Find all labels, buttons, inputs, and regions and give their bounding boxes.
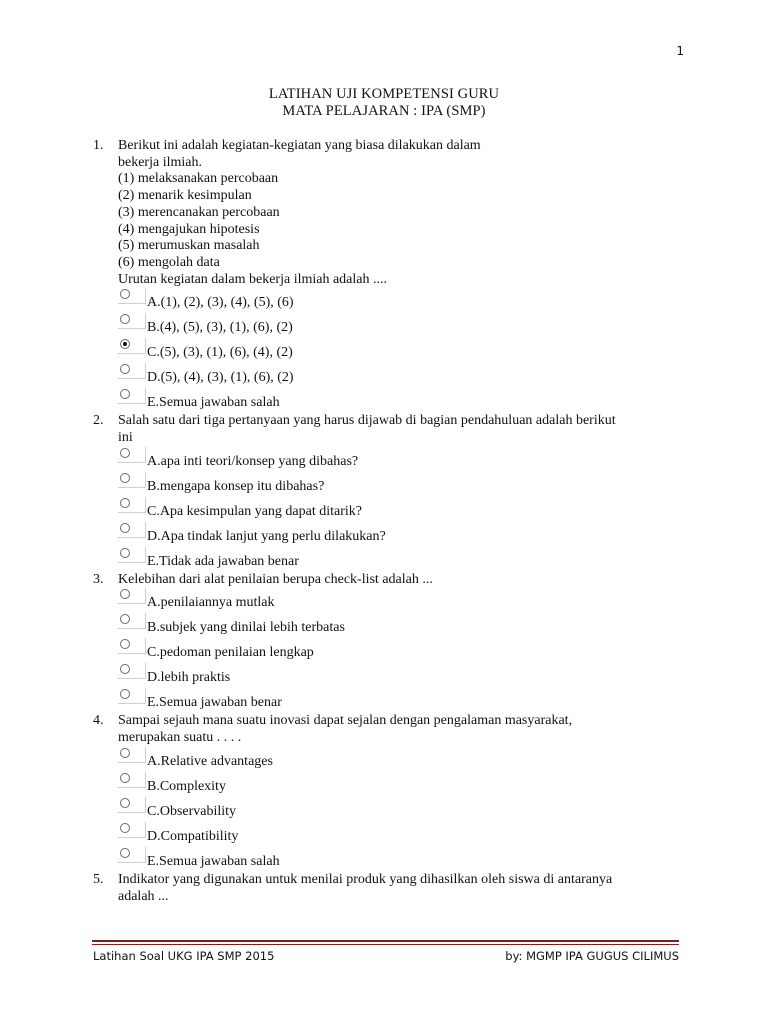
answer-option[interactable] bbox=[118, 388, 693, 413]
radio-icon[interactable] bbox=[120, 389, 130, 399]
radio-icon[interactable] bbox=[120, 773, 130, 783]
radio-frame bbox=[118, 363, 146, 379]
radio-frame bbox=[118, 747, 146, 763]
answer-option[interactable] bbox=[118, 522, 693, 547]
radio-frame bbox=[118, 522, 146, 538]
answer-option-label: D.Compatibility bbox=[147, 828, 239, 844]
answer-option[interactable] bbox=[118, 772, 693, 797]
answer-option[interactable] bbox=[118, 363, 693, 388]
answer-option[interactable] bbox=[118, 797, 693, 822]
radio-frame bbox=[118, 688, 146, 704]
answer-option-label: B.subjek yang dinilai lebih terbatas bbox=[147, 620, 345, 636]
radio-icon[interactable] bbox=[120, 314, 130, 324]
answer-option[interactable] bbox=[118, 822, 693, 847]
answer-option[interactable] bbox=[118, 288, 693, 313]
answer-option-label: B.Complexity bbox=[147, 778, 226, 794]
page-number: 1 bbox=[676, 44, 684, 58]
question-number: 1. bbox=[93, 138, 104, 153]
answer-option-label: E.Tidak ada jawaban benar bbox=[147, 553, 299, 569]
answer-option-label: E.Semua jawaban salah bbox=[147, 395, 280, 411]
radio-frame bbox=[118, 797, 146, 813]
footer-author: by: MGMP IPA GUGUS CILIMUS bbox=[505, 949, 679, 963]
question-item bbox=[93, 413, 693, 571]
answer-option[interactable] bbox=[118, 338, 693, 363]
question-text-line: Urutan kegiatan dalam bekerja ilmiah adalah .... bbox=[118, 271, 388, 287]
answer-option[interactable] bbox=[118, 747, 693, 772]
question-text-line: merupakan suatu . . . . bbox=[118, 730, 242, 746]
question-item bbox=[93, 138, 693, 413]
question-text-line: ini bbox=[118, 430, 133, 446]
radio-frame bbox=[118, 638, 146, 654]
radio-frame bbox=[118, 547, 146, 563]
radio-selected-icon[interactable] bbox=[120, 339, 130, 349]
answer-option-label: A.Relative advantages bbox=[147, 753, 273, 769]
answer-options bbox=[118, 288, 693, 413]
answer-option-label: C.(5), (3), (1), (6), (4), (2) bbox=[147, 345, 293, 361]
radio-frame bbox=[118, 313, 146, 329]
answer-option-label: A.(1), (2), (3), (4), (5), (6) bbox=[147, 295, 294, 311]
title-line-2: MATA PELAJARAN : IPA (SMP) bbox=[282, 103, 486, 119]
radio-icon[interactable] bbox=[120, 523, 130, 533]
radio-icon[interactable] bbox=[120, 473, 130, 483]
question-number: 5. bbox=[93, 871, 104, 887]
radio-frame bbox=[118, 497, 146, 513]
answer-option[interactable] bbox=[118, 663, 693, 688]
radio-frame bbox=[118, 822, 146, 838]
radio-icon[interactable] bbox=[120, 364, 130, 374]
answer-option-label: D.Apa tindak lanjut yang perlu dilakukan? bbox=[147, 528, 386, 544]
radio-frame bbox=[118, 588, 146, 604]
answer-options bbox=[118, 588, 693, 713]
footer-title: Latihan Soal UKG IPA SMP 2015 bbox=[93, 949, 275, 963]
question-text-line: adalah ... bbox=[118, 888, 169, 904]
question-text-line: Berikut ini adalah kegiatan-kegiatan yang biasa dilakukan dalam bbox=[118, 138, 481, 153]
answer-option-label: B.mengapa konsep itu dibahas? bbox=[147, 478, 325, 494]
question-stem bbox=[93, 138, 693, 288]
question-stem bbox=[93, 713, 693, 746]
question-text-line: (3) merencanakan percobaan bbox=[118, 204, 280, 220]
radio-frame bbox=[118, 388, 146, 404]
answer-option-label: C.Observability bbox=[147, 803, 237, 819]
radio-frame bbox=[118, 338, 146, 354]
answer-option-label: C.Apa kesimpulan yang dapat ditarik? bbox=[147, 503, 362, 519]
question-text-line: bekerja ilmiah. bbox=[118, 154, 202, 170]
answer-options bbox=[118, 747, 693, 872]
answer-option[interactable] bbox=[118, 847, 693, 872]
answer-option[interactable] bbox=[118, 547, 693, 572]
answer-option-label: A.penilaiannya mutlak bbox=[147, 595, 275, 611]
question-text-line: (2) menarik kesimpulan bbox=[118, 188, 252, 204]
radio-icon[interactable] bbox=[120, 289, 130, 299]
answer-option-label: A.apa inti teori/konsep yang dibahas? bbox=[147, 453, 359, 469]
radio-frame bbox=[118, 772, 146, 788]
answer-option-label: E.Semua jawaban salah bbox=[147, 853, 280, 869]
footer-rule-thin bbox=[92, 944, 679, 945]
question-text-line: (1) melaksanakan percobaan bbox=[118, 171, 279, 187]
answer-option-label: E.Semua jawaban benar bbox=[147, 695, 282, 711]
question-text-line: Kelebihan dari alat penilaian berupa check-list adalah ... bbox=[118, 571, 433, 587]
answer-option[interactable] bbox=[118, 688, 693, 713]
question-text-line: Salah satu dari tiga pertanyaan yang harus dijawab di bagian pendahuluan adalah berikut bbox=[118, 413, 616, 429]
answer-option[interactable] bbox=[118, 638, 693, 663]
radio-icon[interactable] bbox=[120, 614, 130, 624]
radio-icon[interactable] bbox=[120, 664, 130, 674]
question-text-line: Sampai sejauh mana suatu inovasi dapat sejalan dengan pengalaman masyarakat, bbox=[118, 713, 573, 729]
answer-option[interactable] bbox=[118, 497, 693, 522]
radio-frame bbox=[118, 663, 146, 679]
answer-option[interactable] bbox=[118, 588, 693, 613]
question-item bbox=[93, 572, 693, 714]
radio-icon[interactable] bbox=[120, 589, 130, 599]
question-item bbox=[93, 713, 693, 871]
radio-icon[interactable] bbox=[120, 823, 130, 833]
question-text-line: Indikator yang digunakan untuk menilai produk yang dihasilkan oleh siswa di antaranya bbox=[118, 871, 613, 887]
question-stem bbox=[93, 572, 693, 589]
question-number: 3. bbox=[93, 571, 104, 587]
question-stem bbox=[93, 413, 693, 446]
question-item bbox=[93, 872, 693, 905]
answer-option[interactable] bbox=[118, 447, 693, 472]
question-number: 4. bbox=[93, 713, 104, 729]
radio-icon[interactable] bbox=[120, 689, 130, 699]
answer-option[interactable] bbox=[118, 472, 693, 497]
radio-frame bbox=[118, 847, 146, 863]
question-list bbox=[93, 138, 693, 905]
answer-option-label: C.pedoman penilaian lengkap bbox=[147, 645, 314, 661]
radio-icon[interactable] bbox=[120, 448, 130, 458]
question-number: 2. bbox=[93, 413, 104, 429]
answer-option[interactable] bbox=[118, 313, 693, 338]
radio-icon[interactable] bbox=[120, 639, 130, 649]
question-text-line: (4) mengajukan hipotesis bbox=[118, 221, 260, 237]
radio-icon[interactable] bbox=[120, 748, 130, 758]
radio-frame bbox=[118, 447, 146, 463]
answer-option-label: B.(4), (5), (3), (1), (6), (2) bbox=[147, 320, 293, 336]
question-text-line: (5) merumuskan masalah bbox=[118, 238, 260, 254]
radio-frame bbox=[118, 288, 146, 304]
radio-frame bbox=[118, 472, 146, 488]
answer-option[interactable] bbox=[118, 613, 693, 638]
radio-icon[interactable] bbox=[120, 848, 130, 858]
answer-options bbox=[118, 447, 693, 572]
answer-option-label: D.lebih praktis bbox=[147, 670, 231, 686]
title-line-1: LATIHAN UJI KOMPETENSI GURU bbox=[268, 86, 500, 102]
footer-rule bbox=[92, 940, 679, 942]
question-text-line: (6) mengolah data bbox=[118, 254, 220, 270]
radio-icon[interactable] bbox=[120, 798, 130, 808]
radio-frame bbox=[118, 613, 146, 629]
document-title bbox=[0, 86, 768, 120]
radio-icon[interactable] bbox=[120, 548, 130, 558]
question-stem bbox=[93, 872, 693, 905]
answer-option-label: D.(5), (4), (3), (1), (6), (2) bbox=[147, 370, 294, 386]
radio-icon[interactable] bbox=[120, 498, 130, 508]
